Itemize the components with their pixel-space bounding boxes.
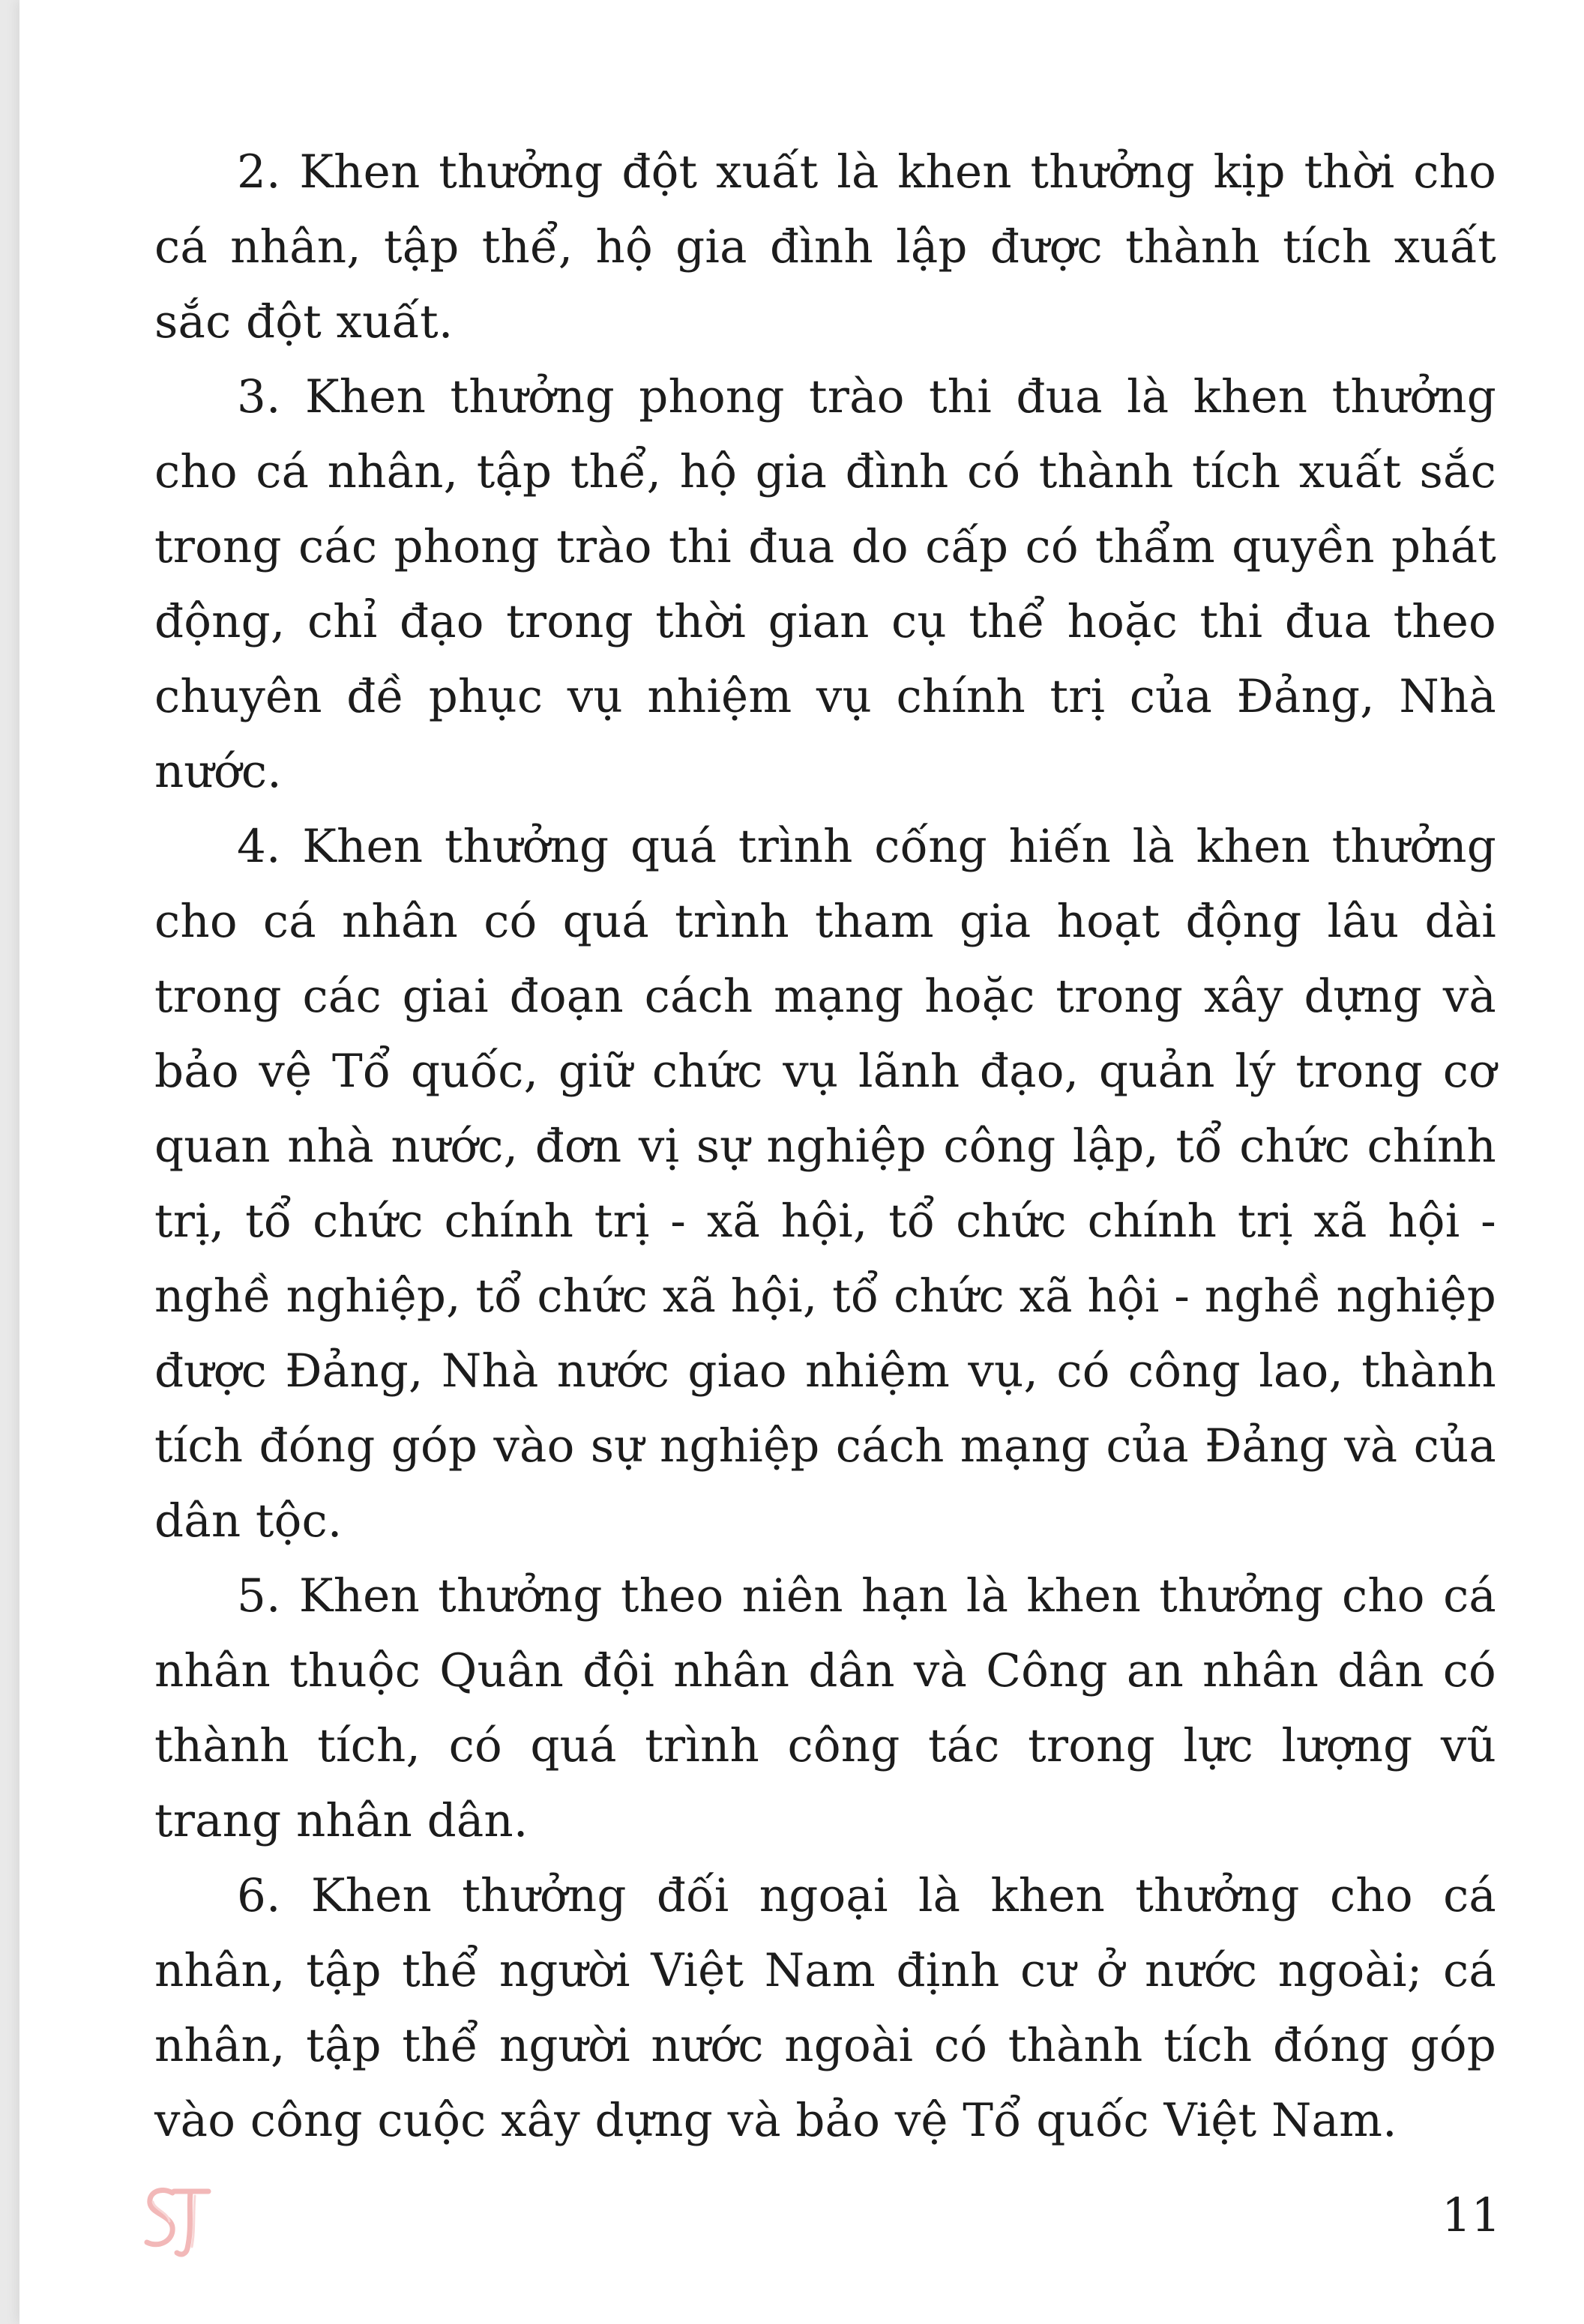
book-page (19, 0, 1584, 2324)
paragraph-6: 6. Khen thưởng đối ngoại là khen thưởng cho cá nhân, tập thể người Việt Nam định cư ở nước ngoài; cá nhân, tập thể người nước ngoài có thành tích đóng góp vào công cuộc xây dựng và bảo vệ Tổ quốc Việt Nam. (154, 1869, 1496, 2147)
page-number: 11 (1442, 2188, 1501, 2242)
publisher-logo-icon (139, 2179, 214, 2262)
paragraph-4: 4. Khen thưởng quá trình cống hiến là khen thưởng cho cá nhân có quá trình tham gia hoạt động lâu dài trong các giai đoạn cách mạng hoặc trong xây dựng và bảo vệ Tổ quốc, giữ chức vụ lãnh đạo, quản lý trong cơ quan nhà nước, đơn vị sự nghiệp công lập, tổ chức chính trị, tổ chức chính trị - xã hội, tổ chức chính trị xã hội - nghề nghiệp, tổ chức xã hội, tổ chức xã hội - nghề nghiệp được Đảng, Nhà nước giao nhiệm vụ, có công lao, thành tích đóng góp vào sự nghiệp cách mạng của Đảng và của dân tộc. (154, 820, 1496, 1548)
paragraph-3: 3. Khen thưởng phong trào thi đua là khen thưởng cho cá nhân, tập thể, hộ gia đình có thành tích xuất sắc trong các phong trào thi đua do cấp có thẩm quyền phát động, chỉ đạo trong thời gian cụ thể hoặc thi đua theo chuyên đề phục vụ nhiệm vụ chính trị của Đảng, Nhà nước. (154, 370, 1496, 798)
paragraph-2: 2. Khen thưởng đột xuất là khen thưởng kịp thời cho cá nhân, tập thể, hộ gia đình lập được thành tích xuất sắc đột xuất. (154, 145, 1496, 348)
paragraph-5: 5. Khen thưởng theo niên hạn là khen thưởng cho cá nhân thuộc Quân đội nhân dân và Công an nhân dân có thành tích, có quá trình công tác trong lực lượng vũ trang nhân dân. (154, 1569, 1496, 1847)
body-text (154, 135, 1496, 2158)
